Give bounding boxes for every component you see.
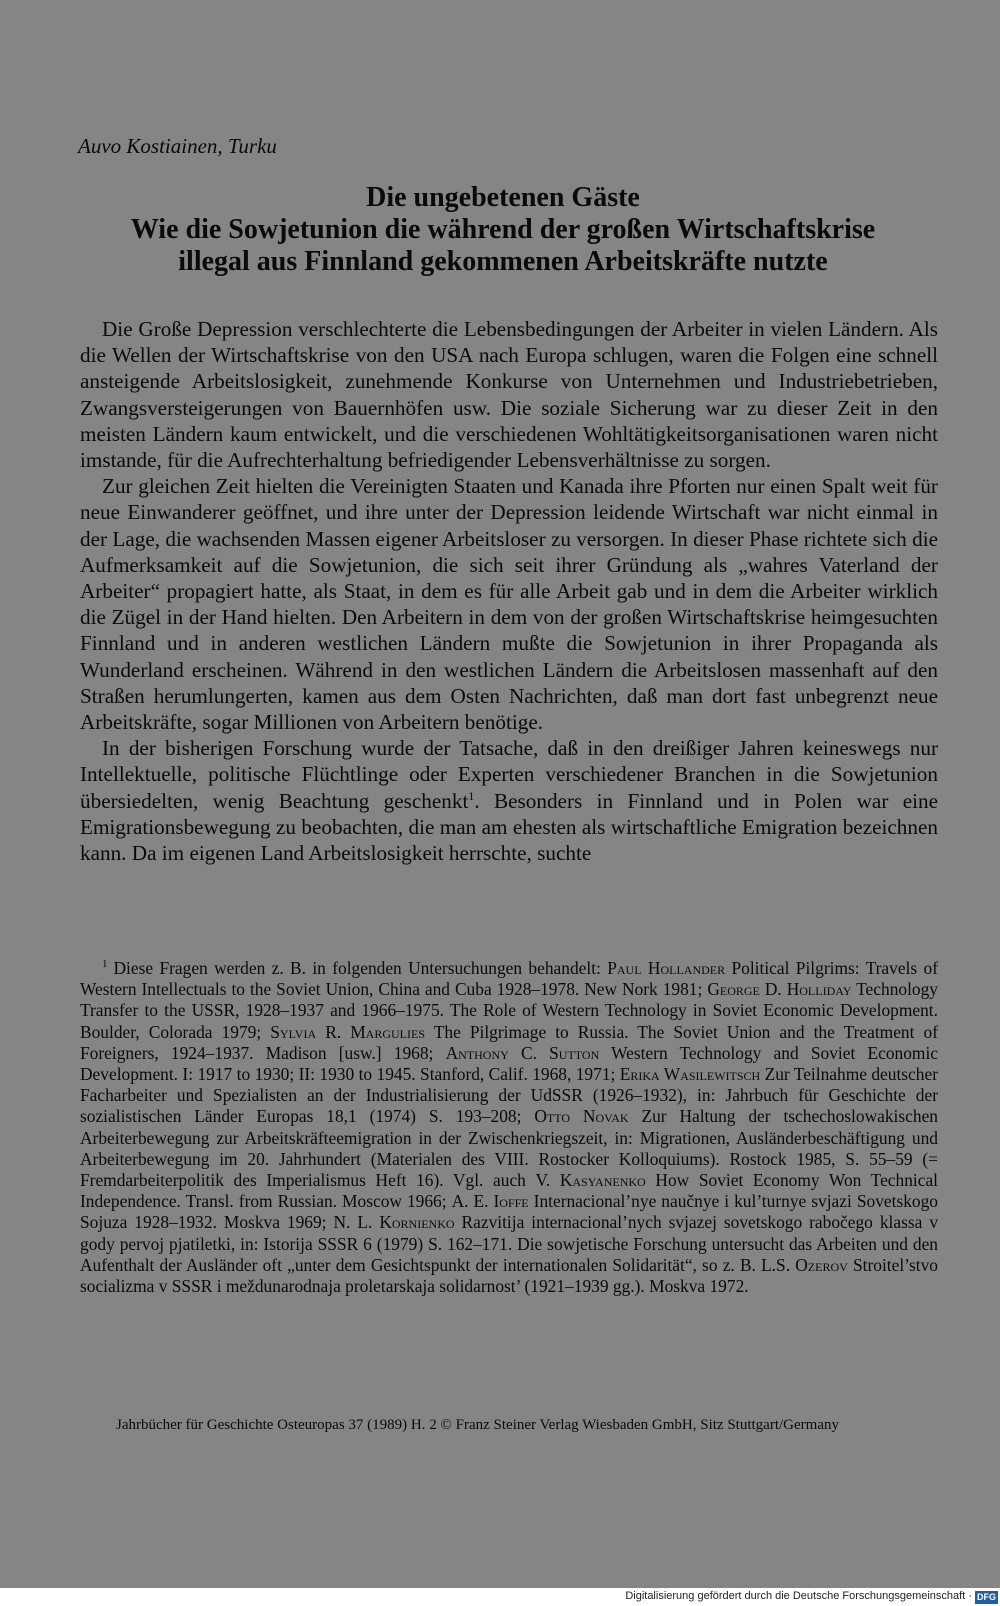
footnotes (80, 958, 938, 1297)
footnote-text: Zur Teilnahme deutscher Facharbeiter und Spezialisten an der Industrialisierung der UdSSR (1926–1932), in: Jahrbuch für Geschichte der sozialistischen Länder Europas 18,1 (1974) S. 193–208; (80, 1064, 938, 1127)
footnote-text: How Soviet Economy Won Technical Independence. Transl. from Russian. Moscow 1966; (80, 1170, 939, 1212)
author-name: Sylvia R. Margulies (270, 1021, 425, 1042)
author-name: V. Kasyanenko (535, 1170, 646, 1191)
footnote-text: Zur Haltung der tschechoslowakischen Arbeiterbewegung zur Arbeitskräfteemigration in der Zwischenkriegszeit, in: Migrationen, Ausländerbeschäftigung und Arbeiterbewegung im 20. Jahrhundert (Materialen des VIII. Rostocker Kolloquiums). Rostock 1985, S. 55–59 (= Fremdarbeiterpolitik des Imperialismus Heft 16). Vgl. auch (80, 1106, 938, 1191)
footnote-text: Diese Fragen werden z. B. in folgenden Untersuchungen behandelt: (113, 958, 608, 978)
author-name: L.S. Ozerov (761, 1254, 848, 1275)
author-name: Erika Wasilewitsch (619, 1064, 761, 1085)
title-line-2: Wie die Sowjetunion die während der großen Wirtschaftskrise (130, 214, 876, 245)
author-name: Paul Hollander (607, 958, 726, 978)
author-name: N. L. Kornienko (333, 1212, 455, 1233)
dfg-logo-icon: DFG (977, 1592, 996, 1602)
journal-citation: Jahrbücher für Geschichte Osteuropas 37 (1989) H. 2 © Franz Steiner Verlag Wiesbaden GmbH, Sitz Stuttgart/Germany (116, 1417, 839, 1433)
paragraph-3-part-b: . Besonders in Finnland und in Polen war eine Emigrationsbewegung zu beobachten, die man am ehesten als wirtschaftliche Emigration bezeichnen kann. Da im eigenen Land Arbeitslosigkeit herrschte, suchte (80, 788, 938, 866)
footnote-mark: 1 (102, 958, 108, 971)
author-line: Auvo Kostiainen, Turku (78, 134, 277, 158)
paragraph-3-part-a: In der bisherigen Forschung wurde der Tatsache, daß in den dreißiger Jahren keineswegs nur Intellektuelle, politische Flüchtlinge oder Experten verschiedener Branchen in die Sowjetunion übersiedelten, wenig Beachtung geschenkt (80, 736, 938, 813)
footnote-text: Political Pilgrims: Travels of Western Intellectuals to the Soviet Union, China and Cuba 1928–1978. New Nork 1981; (80, 958, 938, 1000)
footnote-text: Stroitel’stvo socializma v SSSR i meždunarodnaja proletarskaja solidarnost’ (1921–1939 gg.). Moskva 1972. (80, 1254, 938, 1297)
footnote-reference: 1 (468, 788, 475, 803)
paragraph-1: Die Große Depression verschlechterte die Lebensbedingungen der Arbeiter in vielen Ländern. Als die Wellen der Wirtschaftskrise von den USA nach Europa schlugen, waren die Folgen eine schnell ansteigende Arbeitslosigkeit, zunehmende Konkurse von Unternehmen und Industriebetrieben, Zwangsversteigerungen von Bauernhöfen usw. Die soziale Sicherung war zu dieser Zeit in den meisten Ländern kaum entwickelt, und die verschiedenen Wohltätigkeitsorganisationen waren nicht imstande, für die Aufrechterhaltung befriedigender Lebensverhältnisse zu sorgen. (80, 317, 938, 473)
footnote-text: The Pilgrimage to Russia. The Soviet Union and the Treatment of Foreigners, 1924–1937. Madison [usw.] 1968; (80, 1021, 938, 1063)
title-line-3: illegal aus Finnland gekommenen Arbeitskräfte nutzte (178, 246, 828, 277)
paragraph-2: Zur gleichen Zeit hielten die Vereinigten Staaten und Kanada ihre Pforten nur einen Spalt weit für neue Einwanderer geöffnet, und ihre unter der Depression leidende Wirtschaft war nicht einmal in der Lage, die wachsenden Massen eigener Arbeitsloser zu versorgen. In dieser Phase richtete sich die Aufmerksamkeit auf die Sowjetunion, die sich seit ihrer Gründung als „wahres Vaterland der Arbeiter“ propagiert hatte, als Staat, in dem es für alle Arbeit gab und in dem die Arbeiter wirklich die Zügel in der Hand hielten. Den Arbeitern in dem von der großen Wirtschaftskrise heimgesuchten Finnland und in anderen westlichen Ländern mußte die Sowjetunion in ihrer Propaganda als Wunderland erscheinen. Während in den westlichen Ländern die Arbeitslosen massenhaft auf den Straßen herumlungerten, kamen aus dem Osten Nachrichten, daß man dort fast unbegrenzt neue Arbeitskräfte, sogar Millionen von Arbeitern benötige. (80, 474, 938, 735)
author-name: George D. Holliday (707, 979, 852, 1000)
dfg-funding-note: Digitalisierung gefördert durch die Deutsche Forschungsgemeinschaft · (625, 1590, 972, 1602)
footnote-text: Western Technology and Soviet Economic Development. I: 1917 to 1930; II: 1930 to 1945. Stanford, Calif. 1968, 1971; (80, 1042, 938, 1085)
paragraph-3 (80, 735, 938, 866)
title-line-1: Die ungebetenen Gäste (366, 182, 640, 213)
author-name: Anthony C. Sutton (445, 1042, 600, 1063)
footnote-text: Razvitija internacional’nych svjazej sovetskogo rabočego klassa v gody pervoj pjatiletki, in: Istorija SSSR 6 (1979) S. 162–171. Die sowjetische Forschung untersucht das Arbeiten und den Aufenthalt der Ausländer oft „unter dem Gesichtspunkt der internationalen Solidarität“, so z. B. (80, 1212, 939, 1275)
footnote-text: Technology Transfer to the USSR, 1928–1937 and 1966–1975. The Role of Western Technology in Soviet Economic Development. Boulder, Colorada 1979; (80, 979, 939, 1042)
footnote-text: Internacional’nye naučnye i kul’turnye svjazi Sovetskogo Sojuza 1928–1932. Moskva 1969; (80, 1191, 938, 1233)
footnote-1 (80, 958, 938, 1297)
article-title (78, 182, 928, 278)
author-name: Otto Novak (534, 1106, 629, 1127)
body-text (80, 316, 938, 866)
author-name: A. E. Ioffe (451, 1191, 529, 1212)
